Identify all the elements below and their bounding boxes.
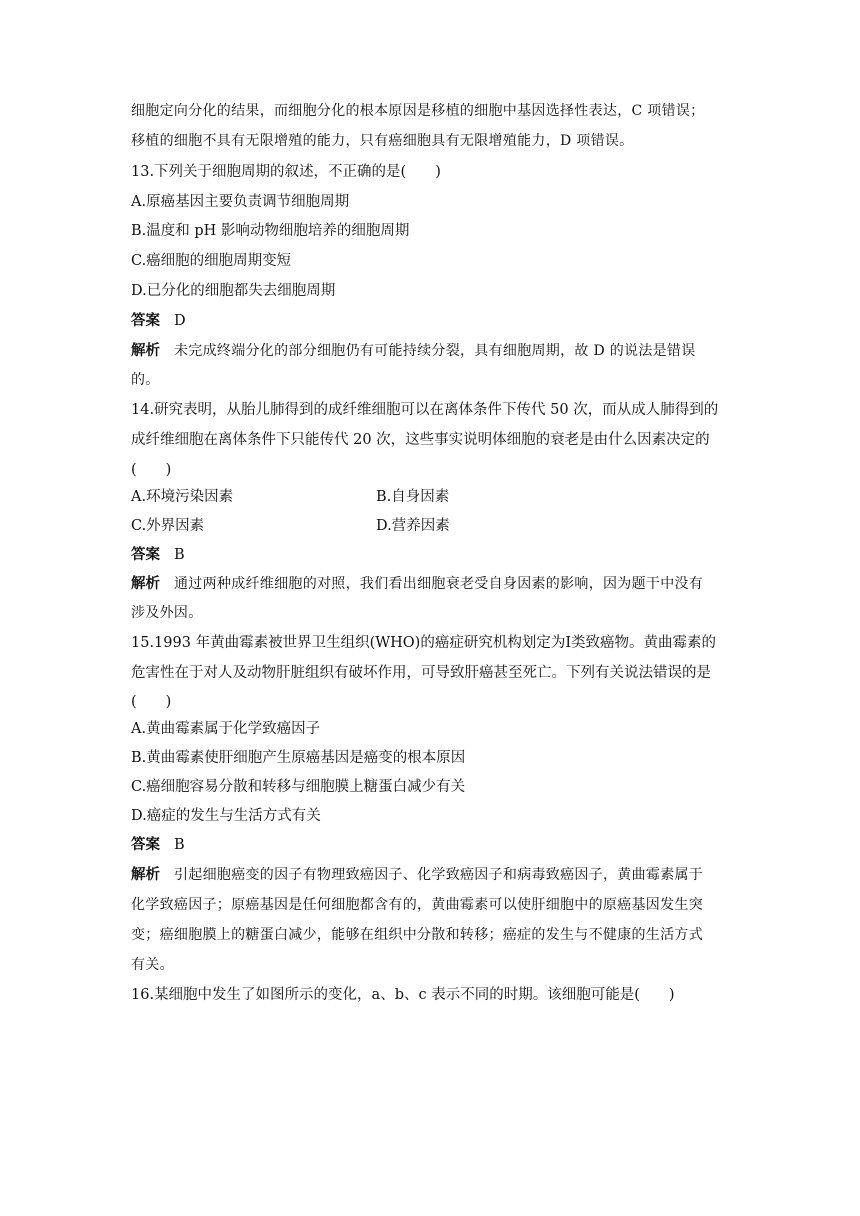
q13-option-d: D.已分化的细胞都失去细胞周期 bbox=[131, 283, 336, 299]
answer-value: B bbox=[174, 837, 185, 853]
q15-answer bbox=[131, 835, 185, 855]
q12-explanation-line1: 细胞定向分化的结果，而细胞分化的根本原因是移植的细胞中基因选择性表达，C 项错误； bbox=[131, 103, 705, 119]
q14-stem-line3: ( ) bbox=[131, 462, 172, 478]
q15-option-a: A.黄曲霉素属于化学致癌因子 bbox=[131, 721, 321, 737]
q14-option-d: D.营养因素 bbox=[376, 518, 450, 534]
q15-option-b: B.黄曲霉素使肝细胞产生原癌基因是癌变的根本原因 bbox=[131, 750, 466, 766]
q15-explanation-line4: 有关。 bbox=[131, 957, 174, 973]
answer-label: 答案 bbox=[131, 547, 160, 563]
explanation-text: 未完成终端分化的部分细胞仍有可能持续分裂，具有细胞周期，故 D 的说法是错误 bbox=[174, 343, 696, 359]
q14-option-b: B.自身因素 bbox=[376, 489, 450, 505]
q15-option-c: C.癌细胞容易分散和转移与细胞膜上糖蛋白减少有关 bbox=[131, 779, 466, 795]
q16-stem: 16.某细胞中发生了如图所示的变化，a、b、c 表示不同的时期。该细胞可能是( ) bbox=[131, 987, 675, 1003]
q14-answer bbox=[131, 545, 185, 565]
q13-explanation-line2: 的。 bbox=[131, 372, 160, 388]
q14-option-c: C.外界因素 bbox=[131, 518, 205, 534]
q14-explanation-line2: 涉及外因。 bbox=[131, 605, 203, 621]
q15-option-d: D.癌症的发生与生活方式有关 bbox=[131, 808, 321, 824]
q13-stem: 13.下列关于细胞周期的叙述，不正确的是( ) bbox=[131, 164, 441, 180]
explanation-label: 解析 bbox=[131, 867, 160, 883]
answer-value: D bbox=[174, 313, 186, 329]
q15-explanation-line1 bbox=[131, 865, 703, 885]
q15-stem-line3: ( ) bbox=[131, 694, 172, 710]
q14-option-a: A.环境污染因素 bbox=[131, 489, 234, 505]
q13-option-c: C.癌细胞的细胞周期变短 bbox=[131, 253, 292, 269]
q14-stem-line2: 成纤维细胞在离体条件下只能传代 20 次，这些事实说明体细胞的衰老是由什么因素决定的 bbox=[131, 432, 710, 448]
explanation-text: 引起细胞癌变的因子有物理致癌因子、化学致癌因子和病毒致癌因子，黄曲霉素属于 bbox=[174, 867, 704, 883]
explanation-text: 通过两种成纤维细胞的对照，我们看出细胞衰老受自身因素的影响，因为题干中没有 bbox=[174, 576, 704, 592]
q13-option-b: B.温度和 pH 影响动物细胞培养的细胞周期 bbox=[131, 223, 410, 239]
q14-explanation-line1 bbox=[131, 574, 703, 594]
answer-value: B bbox=[174, 547, 185, 563]
q15-explanation-line3: 变；癌细胞膜上的糖蛋白减少，能够在组织中分散和转移；癌症的发生与不健康的生活方式 bbox=[131, 927, 703, 943]
q15-explanation-line2: 化学致癌因子；原癌基因是任何细胞都含有的，黄曲霉素可以使肝细胞中的原癌基因发生突 bbox=[131, 897, 703, 913]
q12-explanation-line2: 移植的细胞不具有无限增殖的能力，只有癌细胞具有无限增殖能力，D 项错误。 bbox=[131, 133, 634, 149]
q15-stem-line1: 15.1993 年黄曲霉素被世界卫生组织(WHO)的癌症研究机构划定为Ⅰ类致癌物。黄曲霉素的 bbox=[131, 635, 717, 651]
answer-label: 答案 bbox=[131, 837, 160, 853]
explanation-label: 解析 bbox=[131, 576, 160, 592]
q13-option-a: A.原癌基因主要负责调节细胞周期 bbox=[131, 194, 350, 210]
q14-stem-line1: 14.研究表明，从胎儿肺得到的成纤维细胞可以在离体条件下传代 50 次，而从成人肺得到的 bbox=[131, 402, 719, 418]
answer-label: 答案 bbox=[131, 313, 160, 329]
q13-explanation-line1 bbox=[131, 341, 696, 361]
q15-stem-line2: 危害性在于对人及动物肝脏组织有破坏作用，可导致肝癌甚至死亡。下列有关说法错误的是 bbox=[131, 665, 711, 681]
explanation-label: 解析 bbox=[131, 343, 160, 359]
q13-answer bbox=[131, 311, 186, 331]
